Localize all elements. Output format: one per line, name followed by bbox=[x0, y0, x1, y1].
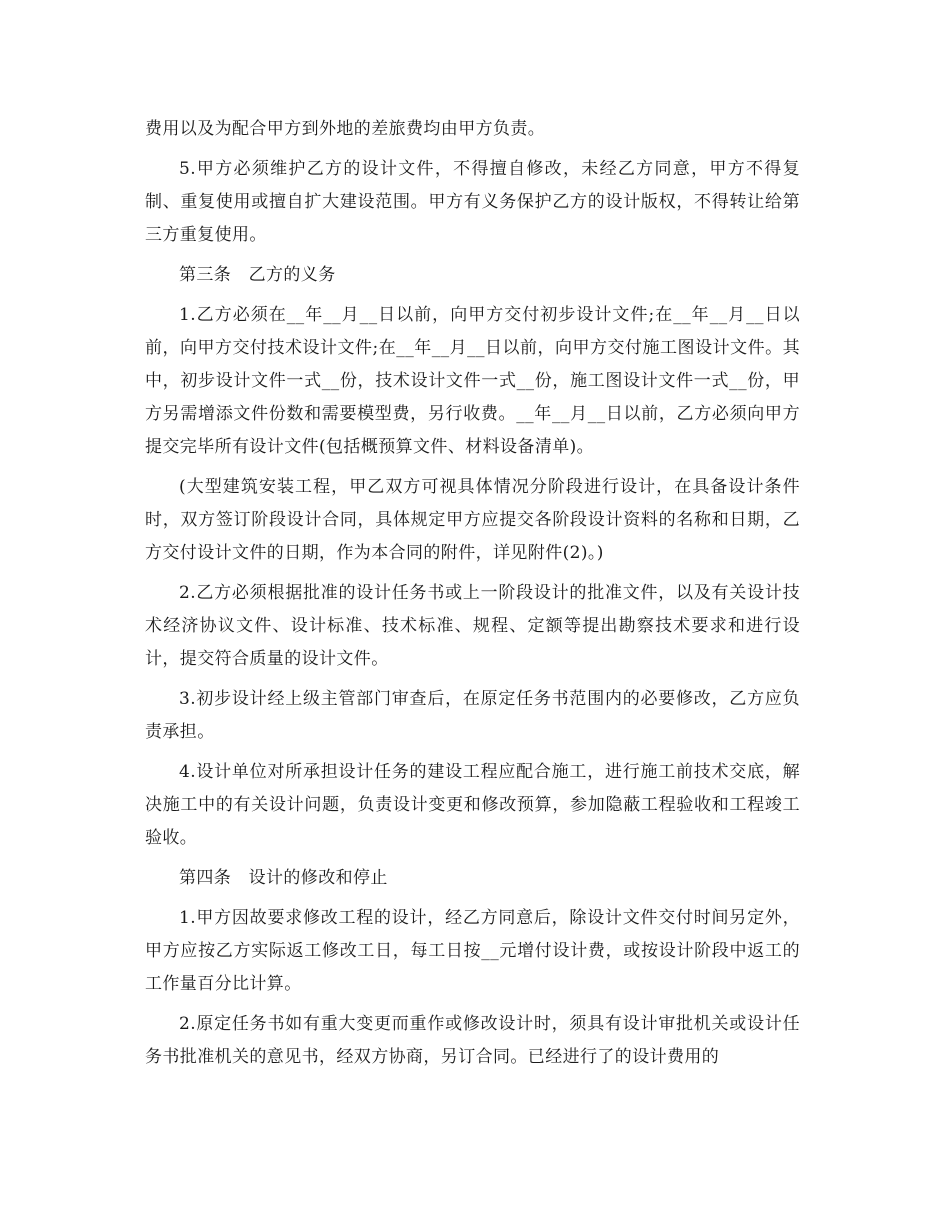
paragraph-clause-2-item-5: 5.甲方必须维护乙方的设计文件，不得擅自修改，未经乙方同意，甲方不得复制、重复使用或擅自扩大建设范围。甲方有义务保护乙方的设计版权，不得转让给第三方重复使用。 bbox=[145, 159, 800, 245]
paragraph-clause-3-item-1: 1.乙方必须在__年__月__日以前，向甲方交付初步设计文件;在__年__月__日以前，向甲方交付技术设计文件;在__年__月__日以前，向甲方交付施工图设计文件。其中，初步设计文件一式__份，技术设计文件一式__份，施工图设计文件一式__份，甲方另需增添文件份数和需要模型费，另行收费。__年__月__日以前，乙方必须向甲方提交完毕所有设计文件(包括概预算文件、材料设备清单)。 bbox=[145, 305, 800, 457]
contract-body bbox=[145, 113, 800, 1081]
paragraph-clause-4-item-1: 1.甲方因故要求修改工程的设计，经乙方同意后，除设计文件交付时间另定外，甲方应按乙方实际返工修改工日，每工日按__元增付设计费，或按设计阶段中返工的工作量百分比计算。 bbox=[145, 908, 800, 994]
section-heading-article-3: 第三条 乙方的义务 bbox=[179, 265, 336, 285]
paragraph-clause-4-item-2: 2.原定任务书如有重大变更而重作或修改设计时，须具有设计审批机关或设计任务书批准机关的意见书，经双方协商，另订合同。已经进行了的设计费用的 bbox=[145, 1014, 800, 1067]
paragraph-clause-3-note: (大型建筑安装工程，甲乙双方可视具体情况分阶段进行设计，在具备设计条件时，双方签订阶段设计合同，具体规定甲方应提交各阶段设计资料的名称和日期，乙方交付设计文件的日期，作为本合同的附件，详见附件(2)。) bbox=[145, 477, 800, 563]
paragraph-clause-3-item-4: 4.设计单位对所承担设计任务的建设工程应配合施工，进行施工前技术交底，解决施工中的有关设计问题，负责设计变更和修改预算，参加隐蔽工程验收和工程竣工验收。 bbox=[145, 762, 800, 848]
section-heading-article-4: 第四条 设计的修改和停止 bbox=[179, 868, 388, 888]
paragraph-clause-3-item-3: 3.初步设计经上级主管部门审查后，在原定任务书范围内的必要修改，乙方应负责承担。 bbox=[145, 689, 800, 742]
paragraph-travel-expenses: 费用以及为配合甲方到外地的差旅费均由甲方负责。 bbox=[145, 119, 546, 139]
paragraph-clause-3-item-2: 2.乙方必须根据批准的设计任务书或上一阶段设计的批准文件，以及有关设计技术经济协议文件、设计标准、技术标准、规程、定额等提出勘察技术要求和进行设计，提交符合质量的设计文件。 bbox=[145, 583, 800, 669]
